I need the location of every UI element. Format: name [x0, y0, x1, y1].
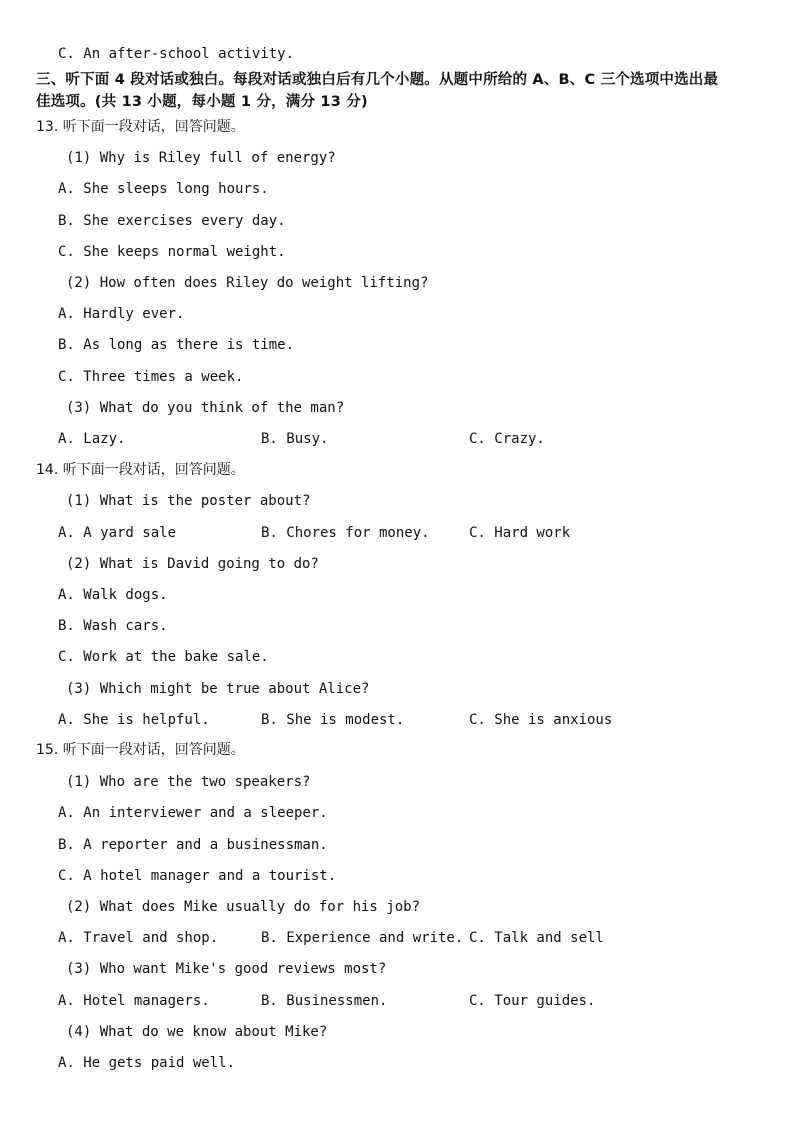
q13-sub1-option-c: C. She keeps normal weight.	[58, 244, 286, 260]
q14-sub3-option-b: B. She is modest.	[261, 712, 405, 728]
q14-sub1-question: (1) What is the poster about?	[66, 493, 311, 509]
q13-sub2-question: (2) How often does Riley do weight lifting?	[66, 275, 429, 291]
q13-sub2-option-c: C. Three times a week.	[58, 369, 244, 385]
q13-sub2-option-a: A. Hardly ever.	[58, 306, 185, 322]
q13-sub1-question: (1) Why is Riley full of energy?	[66, 150, 336, 166]
q15-sub1-option-a: A. An interviewer and a sleeper.	[58, 805, 328, 821]
q15-sub4-question: (4) What do we know about Mike?	[66, 1024, 328, 1040]
q15-sub3-option-a: A. Hotel managers.	[58, 993, 210, 1009]
q14-sub1-option-b: B. Chores for money.	[261, 525, 430, 541]
q14-sub1-option-a: A. A yard sale	[58, 525, 177, 541]
q14-sub3-question: (3) Which might be true about Alice?	[66, 681, 370, 697]
section-header-line1: 三、听下面 4 段对话或独白。每段对话或独白后有几个小题。从题中所给的 A、B、C 三个选项中选出最	[36, 72, 719, 88]
q15-sub3-option-b: B. Businessmen.	[261, 993, 388, 1009]
q13-sub3-option-a: A. Lazy.	[58, 431, 126, 447]
q15-sub3-question: (3) Who want Mike's good reviews most?	[66, 961, 387, 977]
question-15-title: 15. 听下面一段对话，回答问题。	[36, 742, 245, 758]
q15-sub1-question: (1) Who are the two speakers?	[66, 774, 311, 790]
q13-sub3-option-c: C. Crazy.	[469, 431, 545, 447]
q13-sub1-option-a: A. She sleeps long hours.	[58, 181, 269, 197]
q14-sub2-option-b: B. Wash cars.	[58, 618, 168, 634]
q13-sub1-option-b: B. She exercises every day.	[58, 213, 286, 229]
q15-sub2-question: (2) What does Mike usually do for his job?	[66, 899, 421, 915]
q14-sub2-question: (2) What is David going to do?	[66, 556, 319, 572]
q14-sub1-option-c: C. Hard work	[469, 525, 571, 541]
q13-sub2-option-b: B. As long as there is time.	[58, 337, 295, 353]
question-14-title: 14. 听下面一段对话，回答问题。	[36, 462, 245, 478]
q14-sub3-option-c: C. She is anxious	[469, 712, 613, 728]
option-c-prev: C. An after-school activity.	[58, 46, 295, 62]
q15-sub2-option-a: A. Travel and shop.	[58, 930, 219, 946]
q15-sub3-option-c: C. Tour guides.	[469, 993, 596, 1009]
q15-sub4-option-a: A. He gets paid well.	[58, 1055, 236, 1071]
q14-sub2-option-a: A. Walk dogs.	[58, 587, 168, 603]
q15-sub2-option-c: C. Talk and sell	[469, 930, 604, 946]
q14-sub2-option-c: C. Work at the bake sale.	[58, 649, 269, 665]
question-13-title: 13. 听下面一段对话，回答问题。	[36, 119, 245, 135]
q15-sub1-option-b: B. A reporter and a businessman.	[58, 837, 328, 853]
q13-sub3-option-b: B. Busy.	[261, 431, 329, 447]
section-header-line2: 佳选项。(共 13 小题，每小题 1 分，满分 13 分)	[36, 94, 368, 110]
q15-sub2-option-b: B. Experience and write.	[261, 930, 464, 946]
q14-sub3-option-a: A. She is helpful.	[58, 712, 210, 728]
q13-sub3-question: (3) What do you think of the man?	[66, 400, 345, 416]
q15-sub1-option-c: C. A hotel manager and a tourist.	[58, 868, 337, 884]
